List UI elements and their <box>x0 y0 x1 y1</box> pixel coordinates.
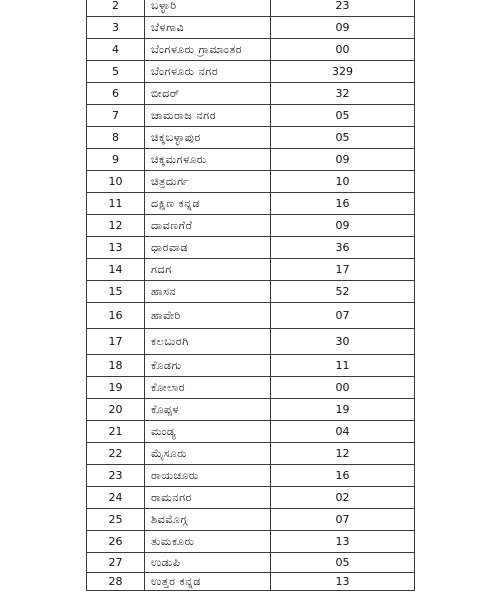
district-name: ಚಾಮರಾಜ ನಗರ <box>145 105 271 127</box>
count-value: 09 <box>271 215 415 237</box>
count-value: 16 <box>271 465 415 487</box>
district-name: ಧಾರವಾಡ <box>145 237 271 259</box>
district-name: ದಕ್ಷಿಣ ಕನ್ನಡ <box>145 193 271 215</box>
count-value: 13 <box>271 573 415 591</box>
row-number: 19 <box>87 377 145 399</box>
count-value: 07 <box>271 509 415 531</box>
table-row <box>87 127 415 149</box>
district-name: ಕಲಬುರಗಿ <box>145 329 271 355</box>
district-count-table <box>86 0 415 591</box>
count-value: 10 <box>271 171 415 193</box>
table-row <box>87 105 415 127</box>
row-number: 11 <box>87 193 145 215</box>
count-value: 12 <box>271 443 415 465</box>
row-number: 26 <box>87 531 145 553</box>
table-row <box>87 553 415 573</box>
count-value: 32 <box>271 83 415 105</box>
count-value: 05 <box>271 127 415 149</box>
district-name: ರಾಮನಗರ <box>145 487 271 509</box>
row-number: 6 <box>87 83 145 105</box>
count-value: 05 <box>271 553 415 573</box>
count-value: 52 <box>271 281 415 303</box>
row-number: 12 <box>87 215 145 237</box>
count-value: 07 <box>271 303 415 329</box>
district-name: ಚಿಕ್ಕಮಗಳೂರು <box>145 149 271 171</box>
district-name: ರಾಯಚೂರು <box>145 465 271 487</box>
table-row <box>87 509 415 531</box>
count-value: 00 <box>271 377 415 399</box>
row-number: 28 <box>87 573 145 591</box>
district-name: ಬಳ್ಳಾರಿ <box>145 0 271 17</box>
table-row <box>87 215 415 237</box>
count-value: 19 <box>271 399 415 421</box>
district-name: ಗದಗ <box>145 259 271 281</box>
district-name: ಬೀದರ್ <box>145 83 271 105</box>
district-name: ಚಿತ್ರದುರ್ಗ <box>145 171 271 193</box>
district-name: ಬೆಂಗಳೂರು ಗ್ರಾಮಾಂತರ <box>145 39 271 61</box>
table-row <box>87 83 415 105</box>
table-row <box>87 355 415 377</box>
district-name: ಬೆಳಗಾವಿ <box>145 17 271 39</box>
district-name: ಹಾಸನ <box>145 281 271 303</box>
row-number: 27 <box>87 553 145 573</box>
count-value: 05 <box>271 105 415 127</box>
row-number: 21 <box>87 421 145 443</box>
table-row <box>87 237 415 259</box>
district-name: ಮೈಸೂರು <box>145 443 271 465</box>
row-number: 24 <box>87 487 145 509</box>
count-value: 17 <box>271 259 415 281</box>
count-value: 36 <box>271 237 415 259</box>
row-number: 17 <box>87 329 145 355</box>
district-name: ಮಂಡ್ಯ <box>145 421 271 443</box>
table-row <box>87 17 415 39</box>
table-row <box>87 443 415 465</box>
table-row <box>87 573 415 591</box>
district-name: ಚಿಕ್ಕಬಳ್ಳಾಪುರ <box>145 127 271 149</box>
row-number: 8 <box>87 127 145 149</box>
table-row <box>87 465 415 487</box>
table-row <box>87 531 415 553</box>
district-name: ಕೊಡಗು <box>145 355 271 377</box>
row-number: 13 <box>87 237 145 259</box>
count-value: 23 <box>271 0 415 17</box>
row-number: 16 <box>87 303 145 329</box>
count-value: 329 <box>271 61 415 83</box>
table-body <box>87 0 415 591</box>
table-row <box>87 399 415 421</box>
row-number: 22 <box>87 443 145 465</box>
district-name: ಶಿವಮೊಗ್ಗ <box>145 509 271 531</box>
row-number: 3 <box>87 17 145 39</box>
table-row <box>87 303 415 329</box>
table-row <box>87 0 415 17</box>
row-number: 23 <box>87 465 145 487</box>
district-name: ಉತ್ತರ ಕನ್ನಡ <box>145 573 271 591</box>
row-number: 2 <box>87 0 145 17</box>
table-row <box>87 39 415 61</box>
count-value: 16 <box>271 193 415 215</box>
district-name: ಕೋಲಾರ <box>145 377 271 399</box>
table-row <box>87 171 415 193</box>
table-row <box>87 329 415 355</box>
count-value: 30 <box>271 329 415 355</box>
table-row <box>87 61 415 83</box>
table-row <box>87 193 415 215</box>
count-value: 13 <box>271 531 415 553</box>
row-number: 7 <box>87 105 145 127</box>
row-number: 20 <box>87 399 145 421</box>
count-value: 04 <box>271 421 415 443</box>
table-row <box>87 421 415 443</box>
district-name: ತುಮಕೂರು <box>145 531 271 553</box>
count-value: 11 <box>271 355 415 377</box>
table-row <box>87 487 415 509</box>
row-number: 14 <box>87 259 145 281</box>
table-row <box>87 377 415 399</box>
count-value: 09 <box>271 149 415 171</box>
count-value: 02 <box>271 487 415 509</box>
district-name: ದಾವಣಗೆರೆ <box>145 215 271 237</box>
table-row <box>87 259 415 281</box>
district-name: ಬೆಂಗಳೂರು ನಗರ <box>145 61 271 83</box>
district-name: ಕೊಪ್ಪಳ <box>145 399 271 421</box>
count-value: 09 <box>271 17 415 39</box>
row-number: 18 <box>87 355 145 377</box>
table-row <box>87 281 415 303</box>
row-number: 15 <box>87 281 145 303</box>
row-number: 25 <box>87 509 145 531</box>
row-number: 4 <box>87 39 145 61</box>
district-name: ಹಾವೇರಿ <box>145 303 271 329</box>
table-row <box>87 149 415 171</box>
row-number: 9 <box>87 149 145 171</box>
district-name: ಉಡುಪಿ <box>145 553 271 573</box>
row-number: 5 <box>87 61 145 83</box>
count-value: 00 <box>271 39 415 61</box>
row-number: 10 <box>87 171 145 193</box>
